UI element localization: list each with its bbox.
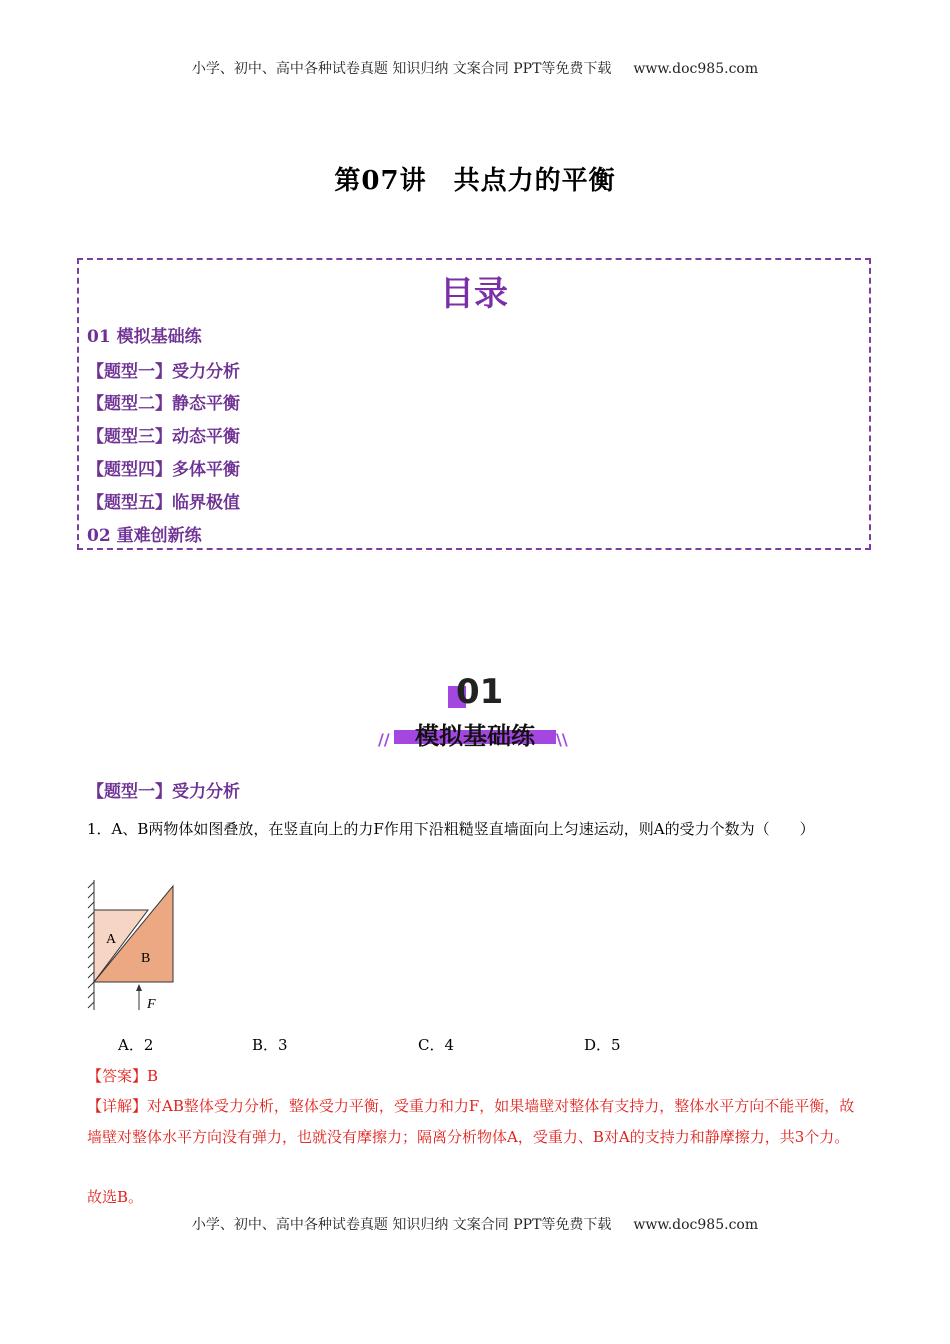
option-c[interactable]: C．4 [418, 1036, 455, 1054]
page-title: 第07讲 共点力的平衡 [334, 166, 616, 196]
answer [87, 1065, 158, 1086]
toc-item[interactable]: 【题型三】动态平衡 [87, 427, 240, 447]
label-force: F [147, 997, 156, 1012]
answer-label: 【答案】 [87, 1067, 148, 1085]
header-url[interactable]: www.doc985.com [633, 61, 759, 77]
question-figure [86, 878, 196, 1018]
explanation-text: 对AB整体受力分析，整体受力平衡，受重力和力F，如果墙壁对整体有支持力，整体水平方向不能平衡，故墙壁对整体水平方向没有弹力，也就没有摩擦力；隔离分析物体A，受重力、B对A的支持力和静摩擦力，共3个力。 [87, 1097, 855, 1146]
conclusion: 故选B。 [87, 1188, 144, 1206]
label-a: A [106, 932, 117, 947]
answer-value: B [147, 1067, 159, 1085]
footer-text: 小学、初中、高中各种试卷真题 知识归纳 文案合同 PPT等免费下载 [191, 1217, 612, 1233]
toc-item[interactable]: 01 模拟基础练 [87, 327, 202, 347]
toc-item[interactable]: 【题型四】多体平衡 [87, 460, 240, 480]
page-footer [0, 1214, 950, 1234]
question-type: 【题型一】受力分析 [87, 782, 240, 802]
table-of-contents [77, 258, 871, 550]
wall-hatching [88, 880, 94, 1010]
toc-item[interactable]: 【题型五】临界极值 [87, 493, 240, 513]
page-header [0, 58, 950, 78]
option-d[interactable]: D．5 [584, 1036, 621, 1054]
slash-decoration: // [378, 730, 390, 749]
force-arrowhead [136, 984, 142, 991]
section-badge [370, 672, 580, 752]
footer-url[interactable]: www.doc985.com [633, 1217, 759, 1233]
option-a[interactable]: A．2 [118, 1036, 154, 1054]
toc-item[interactable]: 【题型一】受力分析 [87, 362, 240, 382]
explanation [87, 1091, 867, 1153]
toc-item[interactable]: 【题型二】静态平衡 [87, 394, 240, 414]
slash-decoration: \\ [556, 730, 568, 749]
option-b[interactable]: B．3 [252, 1036, 288, 1054]
toc-heading: 目录 [440, 274, 508, 314]
label-b: B [141, 951, 151, 966]
question-stem: 1．A、B两物体如图叠放，在竖直向上的力F作用下沿粗糙竖直墙面向上匀速运动，则A的受力个数为（ ） [87, 820, 815, 838]
section-number: 01 [456, 672, 504, 712]
header-text: 小学、初中、高中各种试卷真题 知识归纳 文案合同 PPT等免费下载 [191, 61, 612, 77]
section-label: 模拟基础练 [415, 722, 535, 750]
explanation-label: 【详解】 [87, 1097, 148, 1115]
toc-item[interactable]: 02 重难创新练 [87, 526, 202, 546]
